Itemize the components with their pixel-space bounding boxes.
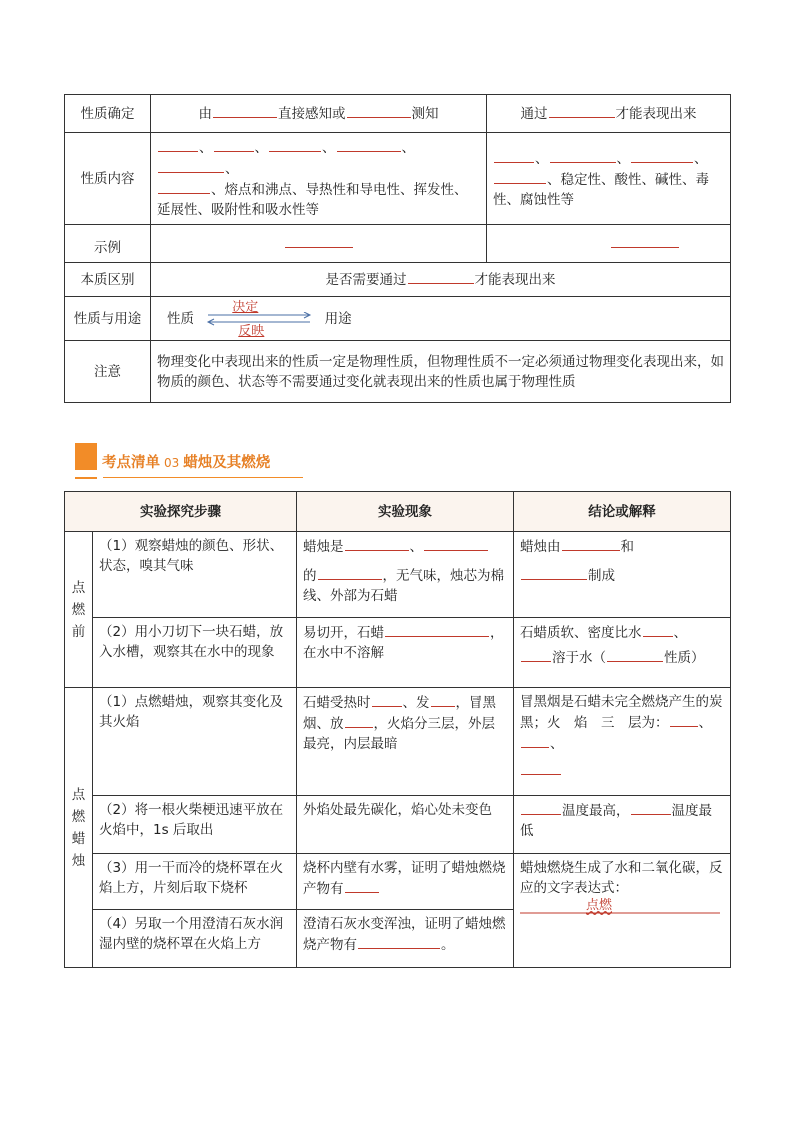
text: 用途	[324, 310, 352, 327]
text: 才能表现出来	[615, 106, 697, 122]
text: 。	[441, 937, 455, 953]
text: 的	[303, 568, 317, 584]
blank[interactable]	[611, 233, 679, 248]
text: 蜡烛是	[303, 539, 344, 555]
text: ，冒黑烟、放	[303, 695, 496, 732]
text: 和	[620, 539, 634, 555]
table-row	[65, 532, 731, 618]
table-row	[65, 618, 731, 688]
text: 溶于水（	[552, 650, 606, 666]
blank[interactable]	[521, 565, 587, 580]
phenomenon-cell	[297, 618, 514, 688]
text: 、	[199, 140, 213, 156]
text: ，在水中不溶解	[303, 625, 504, 661]
text: 性质	[167, 310, 194, 327]
chemical-content-cell	[487, 133, 731, 225]
text: 、	[694, 150, 708, 167]
text: 考点清单	[102, 455, 160, 471]
note-cell: 物理变化中表现出来的性质一定是物理性质，但物理性质不一定必须通过物理变化表现出来，如物质的颜色、状态等不需要通过变化就表现出来的性质也属于物理性质	[151, 341, 731, 403]
row-label: 示例	[65, 225, 151, 263]
text: 是否需要通过	[325, 272, 407, 288]
blank[interactable]	[670, 712, 698, 727]
blank[interactable]	[521, 647, 551, 662]
phenomenon-cell	[297, 688, 514, 796]
blank[interactable]	[358, 934, 440, 949]
text: 、	[322, 140, 336, 156]
heading-marker-icon	[75, 443, 97, 470]
row-label: 本质区别	[65, 263, 151, 297]
blank[interactable]	[213, 103, 277, 118]
text: 、	[698, 715, 712, 731]
text: 蜡烛及其燃烧	[183, 455, 271, 471]
phenomenon-cell	[297, 532, 514, 618]
blank[interactable]	[408, 269, 474, 284]
row-note	[65, 341, 731, 403]
physical-content-cell	[151, 133, 487, 225]
arrow-label-bottom: 反映	[238, 323, 265, 339]
phenomenon-cell	[297, 910, 514, 968]
text: 、	[225, 161, 239, 177]
text: 才能表现出来	[474, 272, 556, 288]
header-conclusion: 结论或解释	[514, 492, 731, 532]
text: 延展性、吸附性和吸水性等	[157, 202, 319, 218]
text: 石蜡质软、密度比水	[520, 625, 642, 641]
bidirectional-arrow-icon	[204, 299, 314, 339]
blank[interactable]	[372, 692, 402, 707]
text: 、	[401, 140, 415, 156]
heading-underline	[75, 477, 97, 479]
text: 制成	[588, 568, 615, 584]
text: 性、腐蚀性等	[493, 191, 574, 208]
text: ，火焰分三层，外层最亮，内层最暗	[303, 716, 495, 752]
section-number: 03	[164, 456, 180, 470]
blank[interactable]	[345, 713, 373, 728]
blank[interactable]	[631, 148, 693, 163]
text: 温度最低	[520, 803, 712, 839]
blank[interactable]	[345, 536, 409, 551]
blank[interactable]	[521, 760, 561, 775]
step-cell: （2）将一根火柴梗迅速平放在火焰中，1s 后取出	[93, 796, 297, 854]
text: 易切开，石蜡	[303, 625, 384, 641]
text: 澄清石灰水变浑浊，证明了蜡烛燃烧产物有	[303, 916, 506, 953]
ignite-label: 点燃	[586, 898, 613, 913]
section-title	[102, 451, 270, 472]
text: 温度最高，	[562, 803, 630, 819]
text: 蜡烛由	[520, 539, 561, 555]
blank[interactable]	[337, 137, 401, 152]
blank[interactable]	[269, 137, 321, 152]
chemical-example-cell	[487, 225, 731, 263]
reaction-arrow-icon	[520, 910, 720, 916]
blank[interactable]	[643, 622, 673, 637]
blank[interactable]	[158, 179, 210, 194]
text: ，无气味，烛芯为棉线、外部为石蜡	[303, 568, 504, 604]
step-cell: （1）点燃蜡烛，观察其变化及其火焰	[93, 688, 297, 796]
step-cell: （4）另取一个用澄清石灰水润湿内壁的烧杯罩在火焰上方	[93, 910, 297, 968]
blank[interactable]	[214, 137, 254, 152]
header-row	[65, 492, 731, 532]
row-example	[65, 225, 731, 263]
text: 直接感知或	[278, 106, 346, 122]
blank[interactable]	[494, 169, 546, 184]
blank[interactable]	[549, 103, 615, 118]
blank[interactable]	[424, 536, 488, 551]
text: 、	[673, 625, 687, 641]
text: 石蜡受热时	[303, 695, 371, 711]
arrow-label-top: 决定	[232, 299, 259, 315]
row-label: 性质内容	[65, 133, 151, 225]
blank[interactable]	[347, 103, 411, 118]
conclusion-cell	[514, 688, 736, 796]
blank[interactable]	[494, 148, 534, 163]
blank[interactable]	[521, 733, 549, 748]
text: 、	[616, 150, 630, 167]
step-cell: （2）用小刀切下一块石蜡，放入水槽，观察其在水中的现象	[93, 618, 297, 688]
row-content	[65, 133, 731, 225]
blank[interactable]	[431, 692, 455, 707]
blank[interactable]	[607, 647, 663, 662]
text: 性质）	[664, 650, 705, 666]
blank[interactable]	[345, 878, 379, 893]
physical-example-cell	[151, 225, 487, 263]
table-row	[65, 796, 731, 854]
group-label: 点燃蜡烛	[65, 688, 93, 968]
blank[interactable]	[521, 800, 561, 815]
row-use	[65, 297, 731, 341]
phenomenon-cell	[297, 854, 514, 910]
text: 由	[198, 106, 212, 122]
header-phenomenon: 实验现象	[297, 492, 514, 532]
candle-experiment-table	[64, 491, 736, 968]
row-label: 注意	[65, 341, 151, 403]
text: 通过	[520, 106, 548, 122]
blank[interactable]	[318, 565, 382, 580]
heading-underline	[103, 477, 303, 478]
conclusion-cell	[514, 532, 731, 618]
text: 测知	[411, 106, 439, 122]
conclusion-cell	[514, 796, 731, 854]
text: 、	[254, 140, 268, 156]
conclusion-cell	[514, 854, 731, 968]
row-label: 性质与用途	[65, 297, 151, 341]
reaction-equation	[520, 898, 724, 924]
properties-table	[64, 94, 731, 403]
use-cell	[151, 297, 731, 341]
text: 蜡烛燃烧生成了水和二氧化碳，反应的文字表达式：	[520, 860, 723, 896]
text: 烧杯内壁有水雾，证明了蜡烛燃烧产物有	[303, 860, 506, 897]
header-step: 实验探究步骤	[65, 492, 297, 532]
group-label: 点燃前	[65, 532, 93, 688]
phenomenon-cell: 外焰处最先碳化，焰心处未变色	[297, 796, 514, 854]
blank[interactable]	[550, 148, 616, 163]
blank[interactable]	[285, 233, 353, 248]
text: 、	[550, 736, 564, 752]
blank[interactable]	[562, 536, 620, 551]
step-cell: （3）用一干而冷的烧杯罩在火焰上方，片刻后取下烧杯	[93, 854, 297, 910]
row-essence	[65, 263, 731, 297]
blank[interactable]	[158, 158, 224, 173]
chemical-nature-cell	[487, 95, 731, 133]
essence-cell	[151, 263, 731, 297]
text: 、	[409, 539, 423, 555]
table-row	[65, 688, 731, 796]
text: 、熔点和沸点、导热性和导电性、挥发性、	[211, 182, 468, 198]
step-cell: （1）观察蜡烛的颜色、形状、状态，嗅其气味	[93, 532, 297, 618]
table-row	[65, 854, 731, 910]
section-heading	[73, 443, 313, 479]
blank[interactable]	[631, 800, 671, 815]
row-label: 性质确定	[65, 95, 151, 133]
text: 、发	[402, 695, 430, 711]
blank[interactable]	[158, 137, 198, 152]
row-nature	[65, 95, 731, 133]
text: 、	[535, 150, 549, 167]
text: 、稳定性、酸性、碱性、毒	[547, 171, 709, 188]
text: 冒黑烟是石蜡未完全燃烧产生的炭 黑；火 焰 三 层为：	[520, 694, 736, 731]
blank[interactable]	[385, 622, 489, 637]
physical-nature-cell	[151, 95, 487, 133]
conclusion-cell	[514, 618, 731, 688]
